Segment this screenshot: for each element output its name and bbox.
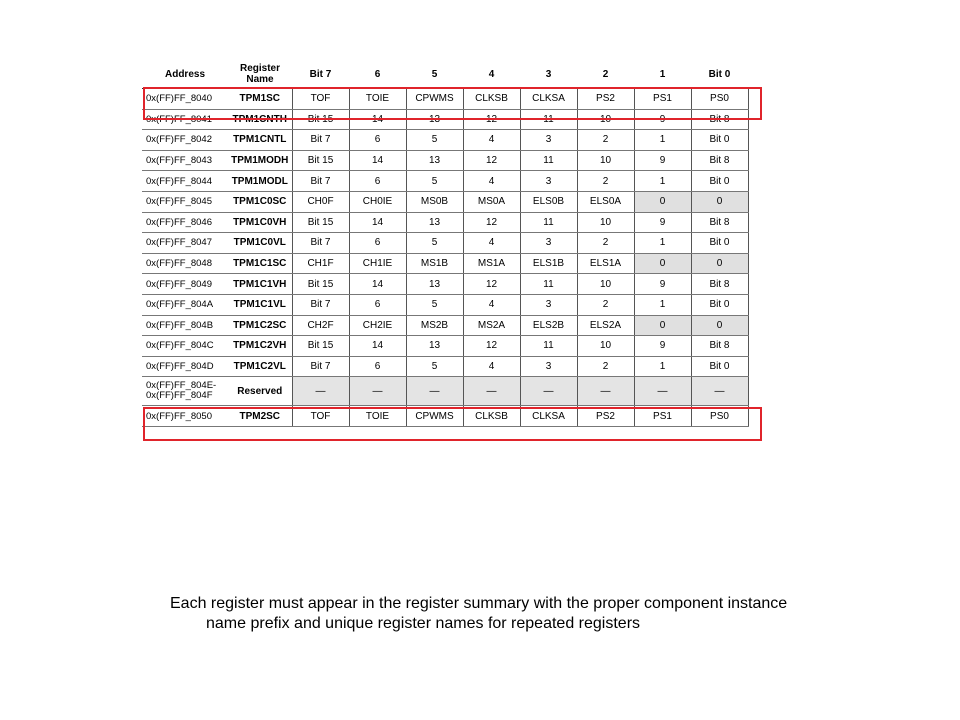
bit-cell: 14 [349,150,406,171]
table-row [142,356,748,377]
table-row [142,171,748,192]
bit-cell: PS0 [691,89,748,110]
bit-cell: 10 [577,212,634,233]
bit-cell: CLKSA [520,89,577,110]
bit-cell: CLKSB [463,89,520,110]
bit-cell: 9 [634,109,691,130]
table-row [142,336,748,357]
bit-cell: CH0IE [349,191,406,212]
bit-cell: Bit 7 [292,171,349,192]
bit-cell: 13 [406,150,463,171]
bit-cell: ELS0B [520,191,577,212]
bit-cell: 11 [520,274,577,295]
bit-cell: 11 [520,212,577,233]
bit-cell: 2 [577,294,634,315]
bit-cell: 9 [634,150,691,171]
bit-cell: PS1 [634,89,691,110]
bit-cell: 14 [349,336,406,357]
bit-cell: 12 [463,150,520,171]
address-cell: 0x(FF)FF_8043 [142,150,228,171]
bit-cell: 1 [634,233,691,254]
register-name-cell: TPM1C2SC [228,315,292,336]
address-cell: 0x(FF)FF_8050 [142,406,228,427]
address-cell: 0x(FF)FF_804D [142,356,228,377]
table-row [142,191,748,212]
register-name-cell: TPM1CNTH [228,109,292,130]
register-name-cell: TPM1C1VH [228,274,292,295]
bit-cell: 5 [406,130,463,151]
register-name-cell: TPM1C2VH [228,336,292,357]
bit-cell: Bit 7 [292,233,349,254]
address-cell: 0x(FF)FF_804E- 0x(FF)FF_804F [142,377,228,406]
register-name-cell: TPM1C0VL [228,233,292,254]
bit-cell: TOF [292,406,349,427]
register-name-cell: TPM1C1SC [228,253,292,274]
bit-cell: 0 [691,191,748,212]
bit-cell: 3 [520,233,577,254]
table-row [142,294,748,315]
bit-cell: Bit 0 [691,294,748,315]
bit-cell: MS0B [406,191,463,212]
bit-cell: Bit 8 [691,109,748,130]
bit-cell: 4 [463,171,520,192]
bit-cell: 3 [520,171,577,192]
bit-cell: 13 [406,212,463,233]
bit-cell: 0 [634,191,691,212]
bit-cell: 5 [406,294,463,315]
column-header: 1 [634,60,691,89]
column-header: 2 [577,60,634,89]
bit-cell: Bit 0 [691,171,748,192]
bit-cell: 1 [634,294,691,315]
bit-cell: CH1F [292,253,349,274]
bit-cell: 10 [577,109,634,130]
bit-cell: 13 [406,109,463,130]
bit-cell: 3 [520,356,577,377]
bit-cell: 6 [349,233,406,254]
address-cell: 0x(FF)FF_804C [142,336,228,357]
column-header: Register Name [228,60,292,89]
bit-cell: MS0A [463,191,520,212]
register-name-cell: TPM1MODH [228,150,292,171]
bit-cell: 14 [349,109,406,130]
bit-cell: PS2 [577,89,634,110]
table-row [142,315,748,336]
bit-cell: 12 [463,274,520,295]
bit-cell: CH2IE [349,315,406,336]
bit-cell: ELS1A [577,253,634,274]
bit-cell: 12 [463,336,520,357]
bit-cell: PS0 [691,406,748,427]
address-cell: 0x(FF)FF_8040 [142,89,228,110]
bit-cell: 3 [520,294,577,315]
bit-cell: TOIE [349,89,406,110]
bit-cell: CH0F [292,191,349,212]
address-cell: 0x(FF)FF_804A [142,294,228,315]
bit-cell: 14 [349,274,406,295]
table-row [142,253,748,274]
highlight-box-tpm2sc [143,407,762,441]
bit-cell: ELS1B [520,253,577,274]
bit-cell: Bit 8 [691,212,748,233]
column-header: Bit 0 [691,60,748,89]
bit-cell: CPWMS [406,406,463,427]
address-cell: 0x(FF)FF_8045 [142,191,228,212]
bit-cell: 0 [634,315,691,336]
bit-cell: 5 [406,356,463,377]
bit-cell: CH1IE [349,253,406,274]
column-header: 6 [349,60,406,89]
bit-cell: — [577,377,634,406]
bit-cell: 0 [691,315,748,336]
bit-cell: Bit 15 [292,150,349,171]
bit-cell: 11 [520,109,577,130]
bit-cell: 10 [577,150,634,171]
bit-cell: Bit 7 [292,130,349,151]
column-header: 5 [406,60,463,89]
register-name-cell: TPM1C2VL [228,356,292,377]
address-cell: 0x(FF)FF_804B [142,315,228,336]
bit-cell: 4 [463,233,520,254]
bit-cell: CLKSB [463,406,520,427]
bit-cell: CH2F [292,315,349,336]
bit-cell: MS2A [463,315,520,336]
register-name-cell: TPM1C0VH [228,212,292,233]
bit-cell: 9 [634,274,691,295]
bit-cell: 13 [406,336,463,357]
bit-cell: 11 [520,150,577,171]
bit-cell: Bit 0 [691,356,748,377]
bit-cell: 13 [406,274,463,295]
bit-cell: ELS2B [520,315,577,336]
bit-cell: Bit 8 [691,336,748,357]
bit-cell: 5 [406,233,463,254]
bit-cell: MS2B [406,315,463,336]
bit-cell: 6 [349,171,406,192]
bit-cell: 4 [463,356,520,377]
bit-cell: Bit 15 [292,336,349,357]
bit-cell: 2 [577,130,634,151]
bit-cell: 3 [520,130,577,151]
column-header: 4 [463,60,520,89]
bit-cell: ELS0A [577,191,634,212]
register-name-cell: TPM1MODL [228,171,292,192]
bit-cell: Bit 0 [691,233,748,254]
highlight-box-tpm1sc [143,87,762,120]
address-cell: 0x(FF)FF_8044 [142,171,228,192]
bit-cell: 6 [349,356,406,377]
bit-cell: Bit 7 [292,356,349,377]
table-row [142,130,748,151]
bit-cell: Bit 7 [292,294,349,315]
bit-cell: 14 [349,212,406,233]
table-header-row [142,60,748,89]
register-name-cell: TPM1C0SC [228,191,292,212]
bit-cell: 1 [634,130,691,151]
table-row [142,274,748,295]
bit-cell: 0 [691,253,748,274]
bit-cell: MS1A [463,253,520,274]
bit-cell: PS2 [577,406,634,427]
bit-cell: 2 [577,171,634,192]
bit-cell: — [463,377,520,406]
bit-cell: 6 [349,294,406,315]
bit-cell: — [349,377,406,406]
register-name-cell: TPM1CNTL [228,130,292,151]
bit-cell: 0 [634,253,691,274]
address-cell: 0x(FF)FF_8049 [142,274,228,295]
bit-cell: 11 [520,336,577,357]
bit-cell: 4 [463,294,520,315]
table-row [142,377,748,406]
bit-cell: 9 [634,212,691,233]
bit-cell: CLKSA [520,406,577,427]
bit-cell: Bit 15 [292,109,349,130]
bit-cell: Bit 0 [691,130,748,151]
table-row [142,233,748,254]
bit-cell: 4 [463,130,520,151]
address-cell: 0x(FF)FF_8041 [142,109,228,130]
bit-cell: 5 [406,171,463,192]
register-name-cell: TPM2SC [228,406,292,427]
bit-cell: 10 [577,336,634,357]
address-cell: 0x(FF)FF_8042 [142,130,228,151]
bit-cell: 6 [349,130,406,151]
caption-text: Each register must appear in the register summary with the proper component instance name prefix and unique register names for repeated registers [170,595,788,632]
bit-cell: 1 [634,356,691,377]
bit-cell: 12 [463,212,520,233]
bit-cell: Bit 8 [691,150,748,171]
bit-cell: — [292,377,349,406]
bit-cell: 2 [577,233,634,254]
bit-cell: Bit 8 [691,274,748,295]
bit-cell: TOIE [349,406,406,427]
bit-cell: MS1B [406,253,463,274]
column-header: 3 [520,60,577,89]
bit-cell: — [406,377,463,406]
column-header: Bit 7 [292,60,349,89]
bit-cell: 1 [634,171,691,192]
bit-cell: Bit 15 [292,274,349,295]
column-header: Address [142,60,228,89]
register-name-cell: TPM1C1VL [228,294,292,315]
address-cell: 0x(FF)FF_8046 [142,212,228,233]
bit-cell: TOF [292,89,349,110]
bit-cell: CPWMS [406,89,463,110]
table-row [142,212,748,233]
bit-cell: ELS2A [577,315,634,336]
register-name-cell: TPM1SC [228,89,292,110]
address-cell: 0x(FF)FF_8047 [142,233,228,254]
bit-cell: — [520,377,577,406]
bit-cell: 9 [634,336,691,357]
bit-cell: 12 [463,109,520,130]
register-name-cell: Reserved [228,377,292,406]
bit-cell: 2 [577,356,634,377]
table-body [142,89,748,427]
bit-cell: — [634,377,691,406]
table-row [142,150,748,171]
bit-cell: — [691,377,748,406]
bit-cell: Bit 15 [292,212,349,233]
address-cell: 0x(FF)FF_8048 [142,253,228,274]
bit-cell: 10 [577,274,634,295]
bit-cell: PS1 [634,406,691,427]
